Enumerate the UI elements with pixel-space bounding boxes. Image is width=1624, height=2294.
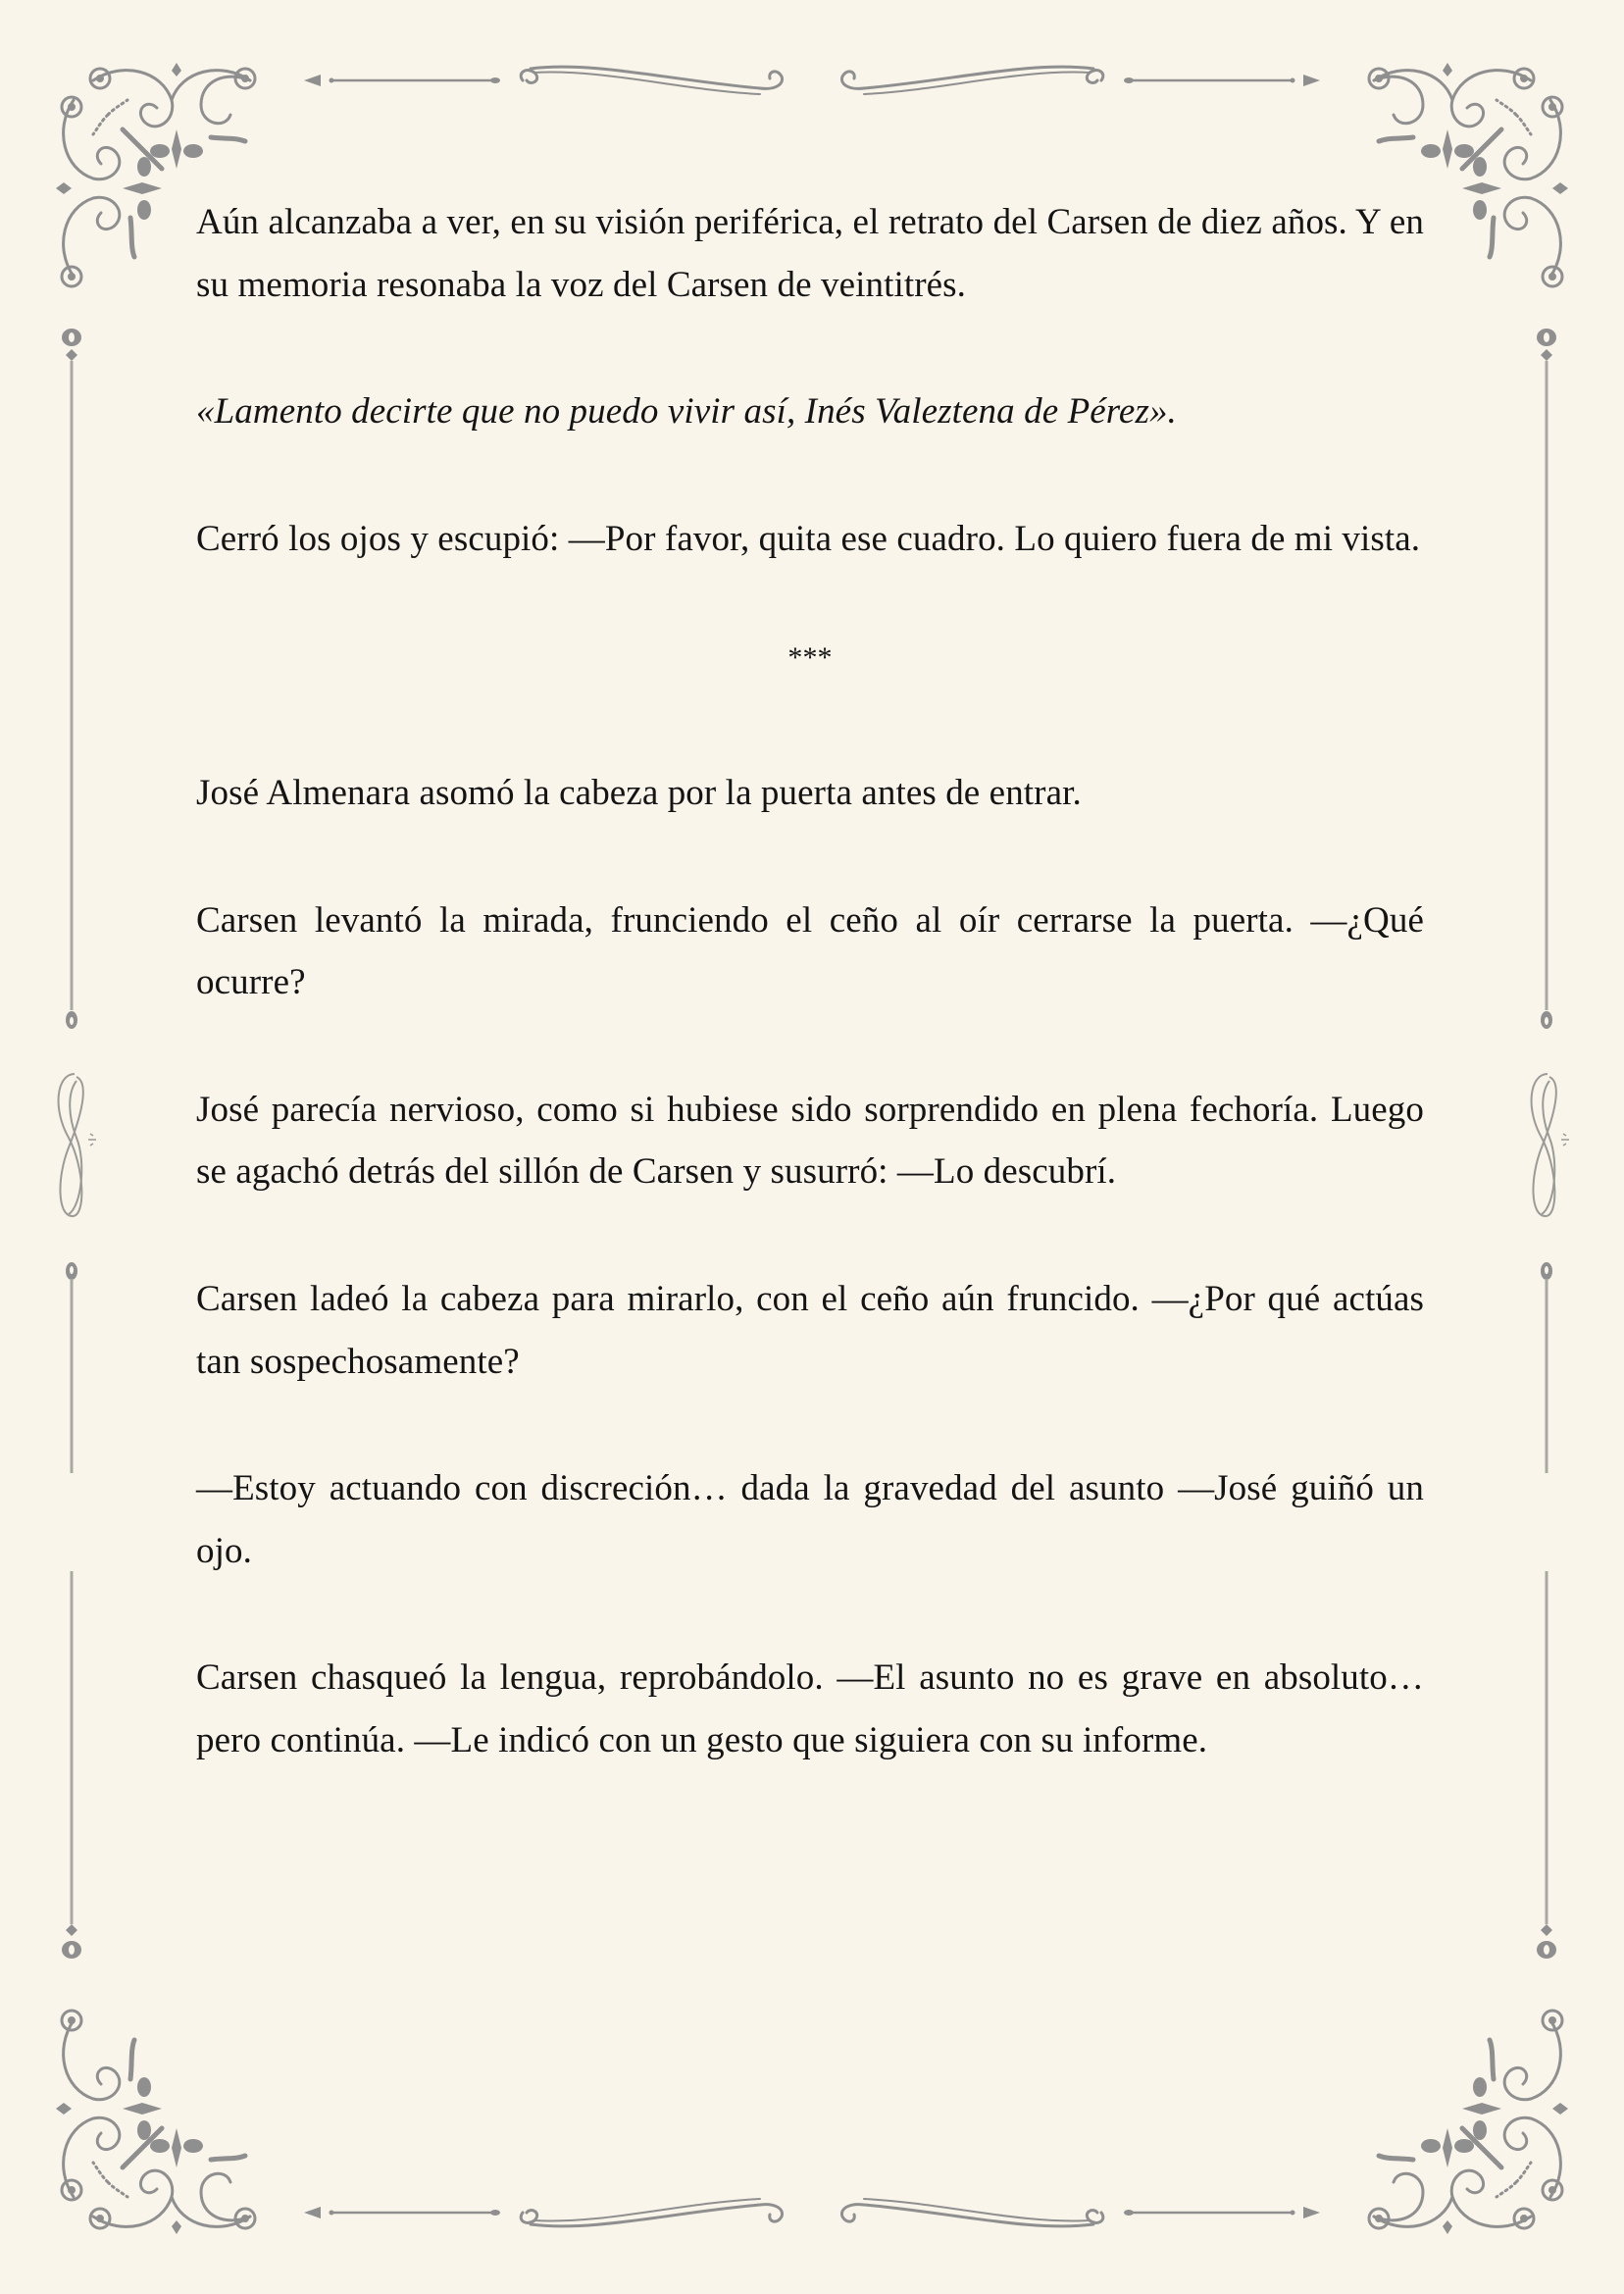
corner-flourish-bottom-left-icon [54, 2001, 270, 2236]
paragraph-jose-nervioso: José parecía nervioso, como si hubiese sido sorprendido en plena fechoría. Luego se agachó detrás del sillón de Carsen y susurró: —Lo descubrí. [196, 1089, 1424, 1193]
paragraph-carsen-chasqueo: Carsen chasqueó la lengua, reprobándolo. —El asunto no es grave en absoluto… pero continúa. —Le indicó con un gesto que siguiera con su informe. [196, 1657, 1424, 1760]
left-knot-icon [47, 1069, 106, 1226]
paragraph-cerro-ojos: Cerró los ojos y escupió: —Por favor, quita ese cuadro. Lo quiero fuera de mi vista. [196, 518, 1421, 559]
paragraph-jose-asomo: José Almenara asomó la cabeza por la puerta antes de entrar. [196, 772, 1082, 813]
right-knot-icon [1520, 1069, 1579, 1226]
right-rail-lower-icon [1532, 1257, 1561, 1963]
paragraph-retrato: Aún alcanzaba a ver, en su visión periférica, el retrato del Carsen de diez años. Y en su memoria resonaba la voz del Carsen de veintitrés. [196, 202, 1424, 305]
body-text [196, 191, 1424, 1772]
scene-separator: *** [787, 641, 833, 675]
left-rail-lower-icon [57, 1257, 86, 1963]
paragraph-carsen-levanto: Carsen levantó la mirada, frunciendo el ceño al oír cerrarse la puerta. —¿Qué ocurre? [196, 899, 1424, 1003]
paragraph-estoy-actuando: —Estoy actuando con discreción… dada la gravedad del asunto —José guiñó un ojo. [196, 1468, 1424, 1571]
top-divider-scroll-icon [299, 59, 1325, 98]
bottom-divider-scroll-icon [299, 2195, 1325, 2234]
right-rail-upper-icon [1532, 324, 1561, 1040]
corner-flourish-bottom-right-icon [1354, 2001, 1570, 2236]
left-rail-upper-icon [57, 324, 86, 1040]
paragraph-carsen-ladeo: Carsen ladeó la cabeza para mirarlo, con el ceño aún fruncido. —¿Por qué actúas tan sospechosamente? [196, 1278, 1424, 1382]
paragraph-quote: «Lamento decirte que no puedo vivir así, Inés Valeztena de Pérez». [196, 391, 1177, 433]
